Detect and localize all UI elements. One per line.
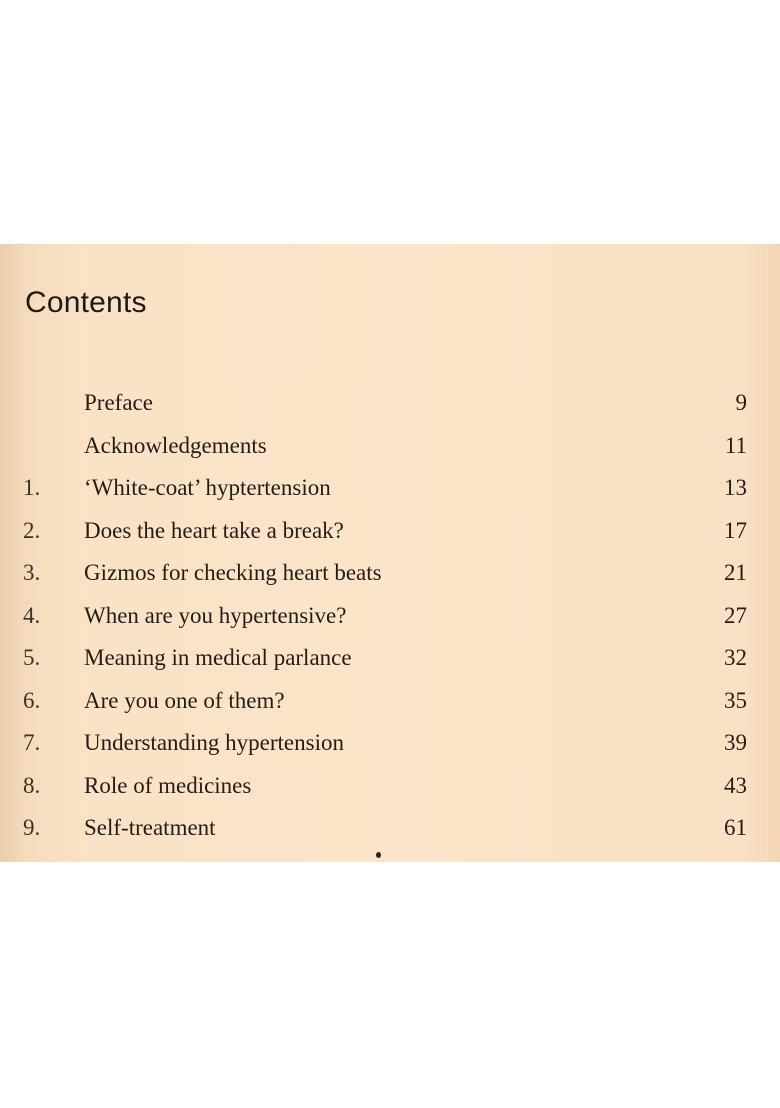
chapter-title: Role of medicines: [84, 772, 252, 798]
toc-entry: [0, 815, 780, 858]
chapter-title: Understanding hypertension: [84, 730, 344, 755]
toc-entry: [0, 645, 780, 688]
page-number: 61: [724, 815, 747, 840]
chapter-title: Self-treatment: [84, 815, 216, 840]
chapter-number: 3.: [23, 560, 41, 585]
chapter-title: Are you one of them?: [84, 687, 285, 713]
chapter-title: When are you hypertensive?: [84, 602, 347, 628]
page-number: 27: [724, 602, 747, 628]
chapter-title: ‘White-coat’ hyptertension: [84, 475, 331, 500]
page-number: 21: [724, 560, 747, 585]
chapter-title: Meaning in medical parlance: [84, 645, 352, 670]
toc-entry: [0, 518, 780, 561]
toc-entry: [0, 688, 780, 731]
page-number: 17: [724, 517, 747, 543]
chapter-title: Gizmos for checking heart beats: [84, 560, 382, 585]
page-number: 11: [724, 432, 747, 458]
page-number: 9: [735, 390, 747, 415]
toc-entry: [0, 603, 780, 646]
toc-entry: [0, 390, 780, 433]
table-of-contents: [0, 390, 780, 858]
chapter-number: 9.: [23, 815, 41, 840]
page-number: 43: [724, 772, 747, 798]
chapter-number: 6.: [23, 687, 41, 713]
toc-entry: [0, 433, 780, 476]
chapter-number: 7.: [23, 730, 41, 755]
chapter-title: Preface: [84, 390, 153, 415]
chapter-title: Acknowledgements: [84, 432, 267, 458]
page-number: 32: [724, 645, 747, 670]
page-title: Contents: [25, 286, 147, 319]
toc-entry: [0, 773, 780, 816]
chapter-number: 2.: [23, 517, 41, 543]
ink-speck: [376, 852, 381, 858]
page-number: 39: [724, 730, 747, 755]
chapter-number: 5.: [23, 645, 41, 670]
page-number: 13: [724, 475, 747, 500]
chapter-title: Does the heart take a break?: [84, 517, 344, 543]
chapter-number: 4.: [23, 602, 41, 628]
toc-entry: [0, 475, 780, 518]
page-number: 35: [724, 687, 747, 713]
chapter-number: 8.: [23, 772, 41, 798]
chapter-number: 1.: [23, 475, 41, 500]
scanned-page: [0, 244, 780, 862]
toc-entry: [0, 730, 780, 773]
toc-entry: [0, 560, 780, 603]
